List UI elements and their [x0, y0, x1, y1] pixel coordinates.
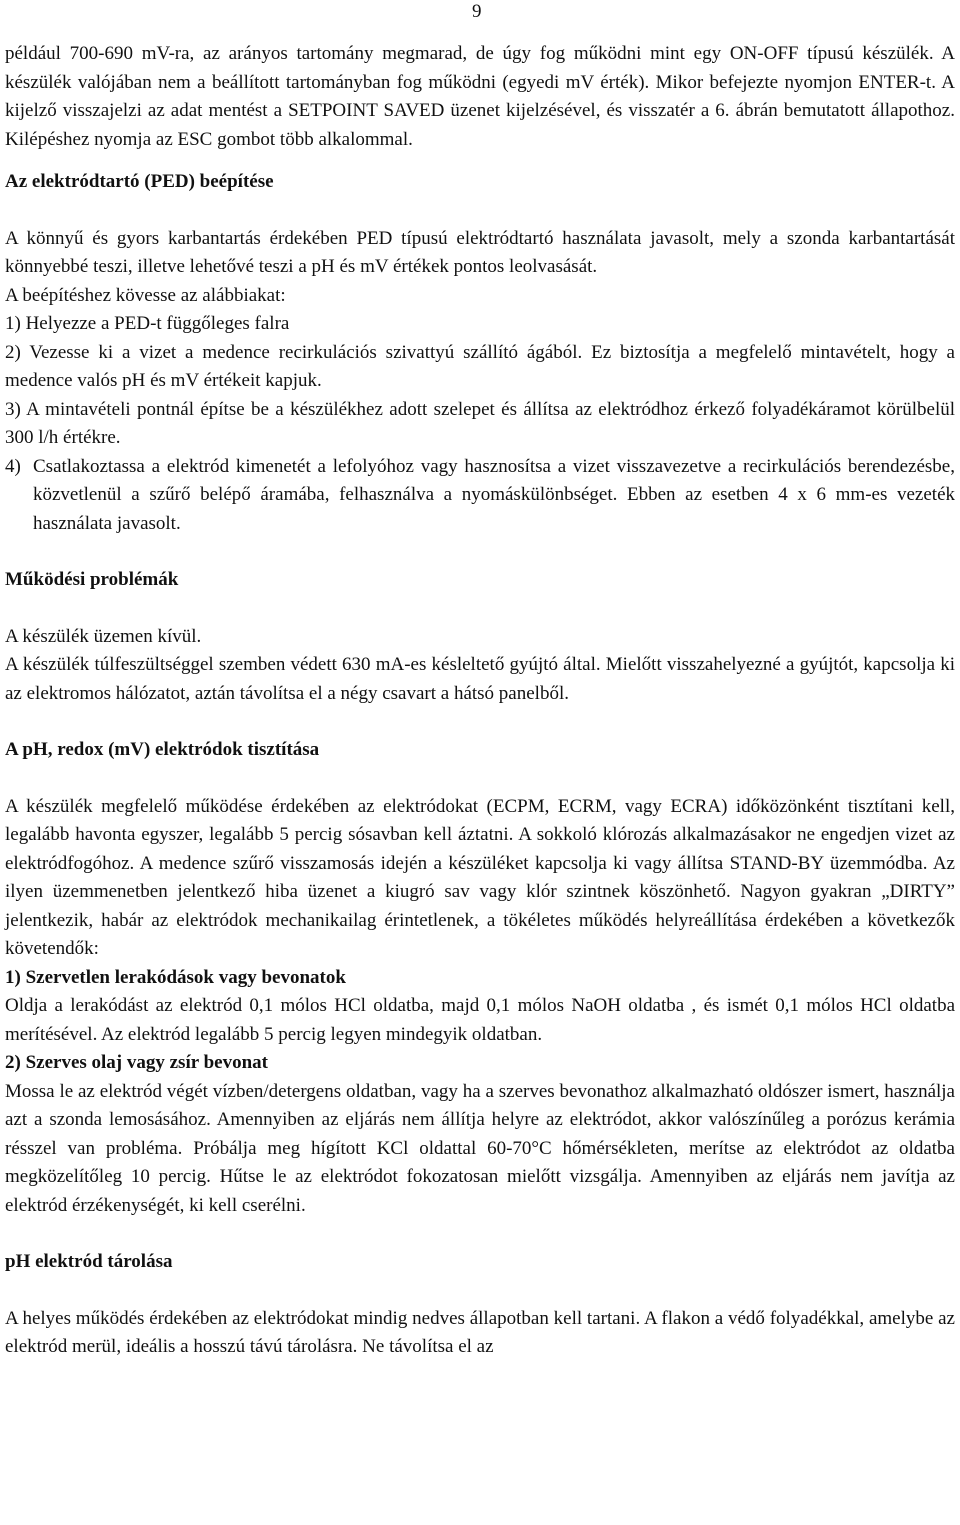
- section-heading-ped: Az elektródtartó (PED) beépítése: [5, 171, 274, 192]
- ped-step-1: 1) Helyezze a PED-t függőleges falra: [5, 313, 290, 334]
- ped-paragraph-2: A beépítéshez kövesse az alábbiakat:: [5, 284, 286, 306]
- mukodesi-paragraph: A készülék túlfeszültséggel szemben védett 630 mA-es késleltető gyújtó által. Mielőtt visszahelyezné a gyújtót, kapcsolja ki az elektromos hálózatot, aztán távolítsa el a négy csavart a hátsó panelből.: [5, 654, 955, 704]
- mukodesi-line-1: A készülék üzemen kívül.: [5, 625, 202, 647]
- tisztitas-paragraph: A készülék megfelelő működése érdekében az elektródokat (ECPM, ECRM, vagy ECRA) időközönként tisztítani kell, legalább havonta egyszer, legalább 5 percig sósavban kell áztatni. A sokkoló klórozás alkalmazásakor ne engedjen vizet az elektródfogóhoz. A medence szűrő visszamosás idején a készüléket kapcsolja ki vagy állítsa STAND-BY üzemmódba. Az ilyen üzemmenetben jelentkező hiba üzenet a kiugró sav vagy klór szintnek köszönhető. Nagyon gyakran „DIRTY” jelentkezik, habár az elektródok mechanikailag érintetlenek, a tökéletes működés helyreállítása érdekében a következők követendők:: [5, 795, 955, 959]
- section-heading-tisztitas: A pH, redox (mV) elektródok tisztítása: [5, 739, 320, 760]
- section-heading-mukodesi: Működési problémák: [5, 569, 179, 590]
- tisztitas-sub2-text: Mossa le az elektród végét vízben/detergens oldatban, vagy ha a szerves bevonathoz alkalmazható oldószer ismert, használja azt a szonda lemosásához. Amennyiben az eljárás nem állítja helyre az elektródot, akkor valószínűleg a porózus kerámia résszel van probléma. Próbálja meg hígított KCl oldattal 60-70°C hőmérsékleten, merítse az elektródot az oldatba megközelítőleg 10 percig. Hűtse le az elektródot fokozatosan mielőtt vizsgálja. Amennyiben az eljárás nem javítja az elektród érzékenységét, ki kell cserélni.: [5, 1080, 955, 1216]
- ped-step-3: 3) A mintavételi pontnál építse be a készülékhez adott szelepet és állítsa az elektródhoz érkező folyadékáramot körülbelül 300 l/h értékre.: [5, 398, 955, 448]
- ped-step-4-text: Csatlakoztassa a elektród kimenetét a lefolyóhoz vagy hasznosítsa a vizet visszavezetve a recirkulációs berendezésbe, közvetlenül a szűrő belépő áramába, felhasználva a nyomáskülönbséget. Ebben az esetben 4 x 6 mm-es vezeték használata javasolt.: [33, 455, 955, 534]
- intro-paragraph: például 700-690 mV-ra, az arányos tartomány megmarad, de úgy fog működni mint egy ON-OFF típusú készülék. A készülék valójában nem a beállított tartományban fog működni (egyedi mV érték). Mikor befejezte nyomjon ENTER-t. A kijelző visszajelzi az adat mentést a SETPOINT SAVED üzenet kijelzésével, és visszatér a 6. ábrán bemutatott állapothoz. Kilépéshez nyomja az ESC gombot több alkalommal.: [5, 43, 955, 150]
- document-body: [5, 40, 955, 1362]
- tarolas-paragraph: A helyes működés érdekében az elektródokat mindig nedves állapotban kell tartani. A flakon a védő folyadékkal, amelybe az elektród merül, ideális a hosszú távú tárolásra. Ne távolítsa el az: [5, 1307, 955, 1357]
- section-heading-tarolas: pH elektród tárolása: [5, 1251, 173, 1272]
- tisztitas-sub1-text: Oldja a lerakódást az elektród 0,1 mólos HCl oldatba, majd 0,1 mólos NaOH oldatba , és ismét 0,1 mólos HCl oldatba merítésével. Az elektród legalább 5 percig legyen mindegyik oldatban.: [5, 995, 955, 1045]
- ped-step-4: [5, 453, 955, 539]
- tisztitas-subheading-2: 2) Szerves olaj vagy zsír bevonat: [5, 1052, 268, 1073]
- ped-step-4-number: 4): [5, 455, 21, 477]
- tisztitas-subheading-1: 1) Szervetlen lerakódások vagy bevonatok: [5, 966, 346, 988]
- ped-paragraph-1: A könnyű és gyors karbantartás érdekében PED típusú elektródtartó használata javasolt, mely a szonda karbantartását könnyebbé teszi, illetve lehetővé teszi a pH és mV értékek pontos leolvasását.: [5, 227, 955, 277]
- ped-step-2: 2) Vezesse ki a vizet a medence recirkulációs szivattyú szállító ágából. Ez biztosítja a megfelelő mintavételt, hogy a medence valós pH és mV értékeit kapjuk.: [5, 341, 955, 391]
- page-number: 9: [472, 1, 482, 22]
